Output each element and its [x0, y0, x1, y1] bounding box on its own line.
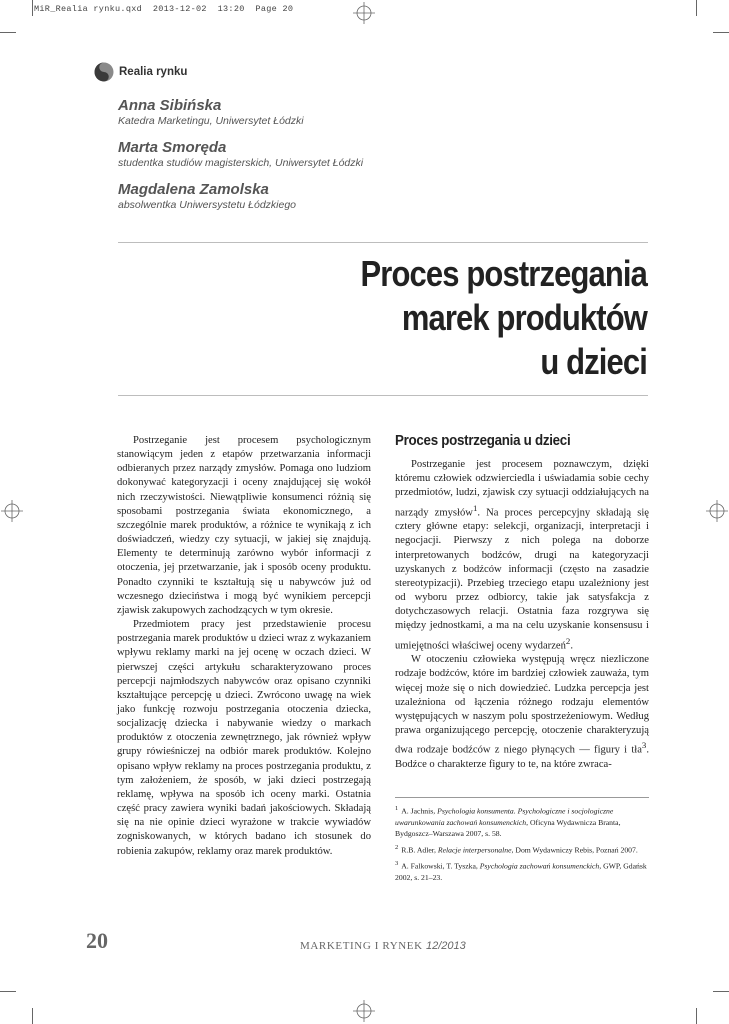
footnotes — [395, 803, 649, 886]
body-paragraph — [395, 653, 649, 772]
author-entry — [118, 96, 363, 128]
crop-mark — [0, 991, 16, 992]
title-line: Proces postrzegania — [360, 253, 647, 294]
footnote — [395, 803, 649, 839]
body-paragraph — [395, 458, 649, 653]
text-run: W otoczeniu człowieka występują wręcz niezliczone rodzaje bodźców, które im bardziej człowiek zauważa, tym więcej może się o nich dowiedzieć. Ludzka percepcja jest uzależniona od łączenia różnego rodzaju elementów występujących w naszym polu spostrzeżeniowym. Według prawa organizującego percepcję, otoczenie charakteryzują dwa rodzaje bodźców z niego płynących — figury i tła — [395, 654, 649, 756]
author-name: Anna Sibińska — [118, 97, 222, 114]
footnote — [395, 858, 649, 883]
footnote-ref[interactable]: 1 — [472, 502, 478, 513]
text-run: , Oficyna Wydawnicza Branta, Bydgoszcz–Warszawa 2007, s. 58. — [395, 817, 621, 838]
registration-mark-icon — [353, 2, 375, 24]
text-run: R.B. Adler, — [401, 845, 438, 855]
text-run: , GWP, Gdańsk 2002, s. 21–23. — [395, 861, 647, 882]
text-run: . — [570, 640, 573, 652]
text-run: . Bodźce o charakterze figury to te, na które zwraca- — [395, 744, 649, 770]
footnote — [395, 842, 649, 856]
registration-mark-icon — [353, 1000, 375, 1022]
journal-footer — [300, 940, 466, 952]
crop-mark — [696, 0, 697, 16]
abstract-column — [117, 434, 371, 859]
author-name: Marta Smoręda — [118, 139, 227, 156]
author-affiliation: Katedra Marketingu, Uniwersytet Łódzki — [118, 115, 304, 127]
body-column — [395, 434, 649, 772]
section-tag — [94, 62, 187, 82]
crop-mark — [32, 1008, 33, 1024]
author-list — [118, 96, 363, 222]
text-run: Psychologia zachowań konsumenckich — [479, 861, 600, 871]
page-number: 20 — [86, 928, 108, 953]
section-logo-icon — [94, 62, 114, 82]
footnote-ref[interactable]: 2 — [565, 635, 571, 646]
author-affiliation: absolwentka Uniwersystetu Łódzkiego — [118, 199, 297, 211]
author-entry — [118, 138, 363, 170]
text-run: A. Falkowski, T. Tyszka, — [401, 861, 480, 871]
section-heading: Proces postrzegania u dzieci — [395, 433, 571, 449]
title-line: u dzieci — [540, 341, 647, 382]
text-run: , Dom Wydawniczy Rebis, Poznań 2007. — [511, 845, 638, 855]
crop-mark — [713, 991, 729, 992]
footnote-number: 2 — [395, 843, 399, 851]
divider — [118, 395, 648, 396]
text-run: . Na proces percepcyjny składają się cztery główne etapy: selekcji, organizacji, interpretacji i negocjacji. Pierwszy z nich polega na doborze interpretowanych bodźców, drugi na kategoryzacji uzyskanych z bodźców informacji (często na zasadzie stereotypizacji). Przebieg trzeciego etapu uzależniony jest od wyboru przez odbiorcy, takie jak satysfakcja z dotychczasowych relacji. Ostatnia faza rozgrywa się między jednostkami, a ma na celu uzyskanie konsensusu i umiejętności właściwej oceny wydarzeń — [395, 507, 649, 652]
abstract-paragraph: Przedmiotem pracy jest przedstawienie procesu postrzegania marek produktów u dzieci wraz z wykazaniem wpływu reklamy marki na jej ocenę w oczach dzieci. W pierwszej części artykułu scharakteryzowano proces percepcji najmłodszych nabywców oraz opisano czynniki kształtujące percepcję u dzieci. Zwrócono uwagę na wiek jako funkcję rozwoju postrzegania otoczenia dziecka, socjalizację dziecka i nabywanie wiedzy o markach produktów z otoczenia zewnętrznego, jak również wpływ grupy rówieśniczej na odbiór marek produktów. Kolejno opisano wpływ reklamy na proces postrzegania produktu, z tym założeniem, że sposób, w jaki dzieci postrzegają reklamę, wpływa na sposób ich oceny marki. Ostatnia część pracy zawiera wyniki badań jakościowych. Składają się na nie opinie dzieci wyrażone w trakcie wywiadów zogniskowanych, w których badano ich stosunek do robienia zakupów, reklamy oraz marek produktów. — [117, 619, 371, 857]
text-run: Relacje interpersonalne — [437, 845, 512, 855]
registration-mark-icon — [1, 500, 23, 522]
article-title — [200, 252, 647, 384]
section-label: Realia rynku — [119, 66, 188, 78]
crop-mark — [32, 0, 33, 16]
author-name: Magdalena Zamolska — [118, 181, 269, 198]
text-run: Postrzeganie jest procesem poznawczym, dzięki któremu człowiek odzwierciedla i uświadamia sobie cechy przedmiotów, ludzi, zjawisk czy sytuacji oddziałujących na narządy zmysłów — [395, 459, 649, 519]
text-run: A. Jachnis, — [401, 806, 438, 816]
footnote-divider — [395, 797, 649, 798]
crop-mark — [713, 32, 729, 33]
footnote-number: 3 — [395, 860, 399, 868]
abstract-paragraph: Postrzeganie jest procesem psychologicznym stanowiącym jeden z etapów przetwarzania informacji odbieranych przez narządy zmysłów. Pomaga ono ludziom dokonywać kategoryzacji i oceny znajdującej się wokół nich rzeczywistości. Niewątpliwie konsumenci różnią się sposobami postrzegania świata ekonomicznego, a szczególnie marek produktów, a różnice te wynikają z ich doświadczeń, wiedzy czy sytuacji, w jakiej się znajdują. Elementy te determinują zarówno wybór informacji z otoczenia, jej przetwarzanie, jak i sposób oceny produktu. Ponadto czynniki te kształtują się u nabywców już od wczesnego dzieciństwa i mogą być wynikiem percepcji zjawisk zakupowych zachodzących w tym okresie. — [117, 435, 371, 616]
registration-mark-icon — [706, 500, 728, 522]
title-line: marek produktów — [401, 297, 647, 338]
journal-name: MARKETING I RYNEK — [300, 940, 423, 952]
author-entry — [118, 180, 363, 212]
crop-mark — [696, 1008, 697, 1024]
author-affiliation: studentka studiów magisterskich, Uniwersytet Łódzki — [118, 157, 364, 169]
footnote-ref[interactable]: 3 — [641, 740, 647, 751]
divider — [118, 242, 648, 243]
text-run: Psychologia konsumenta. Psychologiczne i socjologiczne uwarunkowania zachowań konsumenckich — [395, 806, 614, 827]
print-slug: MiR_Realia rynku.qxd 2013-12-02 13:20 Page 20 — [34, 4, 294, 14]
crop-mark — [0, 32, 16, 33]
footnote-number: 1 — [395, 805, 399, 812]
journal-issue: 12/2013 — [426, 940, 466, 952]
